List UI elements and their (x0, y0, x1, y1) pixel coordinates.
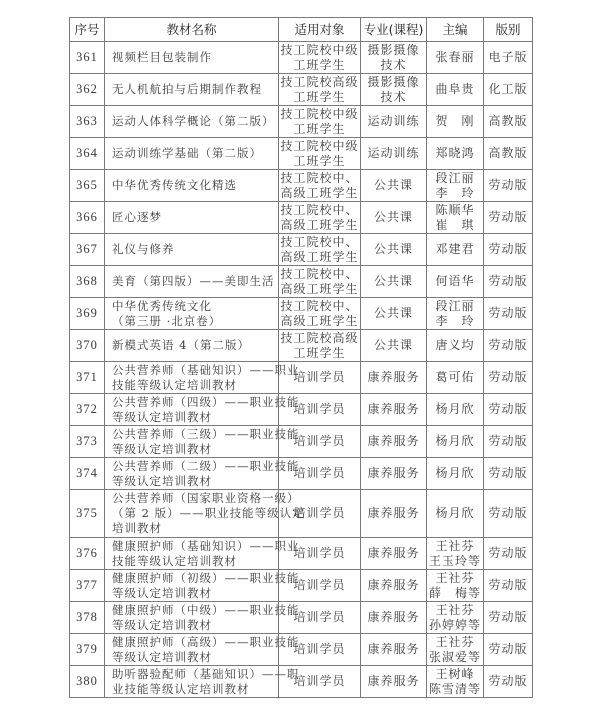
cell-target-line: 高级工班学生 (280, 249, 359, 264)
cell-major (361, 74, 427, 106)
header-row (70, 18, 533, 42)
cell-editor-line: 唐义均 (435, 338, 475, 352)
table-row (70, 538, 533, 570)
cell-name-line: 健康照护师（基础知识）——职业 (112, 538, 300, 553)
cell-name-line: 等级认定培训教材 (112, 585, 212, 600)
cell-target (279, 42, 361, 74)
cell-name (105, 74, 279, 106)
cell-name-line: 健康照护师（高级）——职业技能 (112, 634, 300, 649)
cell-target-line: 培训学员 (293, 578, 346, 592)
cell-editor-line: 葛可佑 (435, 370, 475, 384)
cell-target-line: 工班学生 (293, 121, 346, 136)
cell-name (105, 538, 300, 570)
cell-editor-line: 杨月欣 (435, 466, 475, 480)
cell-major-line: 摄影摄像 (367, 42, 420, 57)
cell-no: 379 (70, 634, 105, 666)
cell-editor (427, 394, 484, 426)
cell-major (361, 330, 427, 362)
cell-no: 369 (70, 298, 105, 330)
cell-editor (427, 170, 484, 202)
header-edition: 版别 (484, 18, 533, 42)
cell-no: 375 (70, 490, 105, 538)
cell-name-line: 运动训练学基础（第二版） (112, 146, 262, 160)
cell-major-line: 技术 (380, 57, 407, 72)
cell-major (361, 538, 427, 570)
cell-name (105, 42, 279, 74)
cell-name-line: 公共营养师（基础知识）——职业 (112, 362, 300, 377)
table-row (70, 458, 533, 490)
cell-major-line: 公共课 (373, 178, 413, 192)
cell-edition: 劳动版 (484, 538, 533, 570)
cell-editor-line: 张淑爱等 (428, 649, 481, 664)
cell-edition: 劳动版 (484, 330, 533, 362)
cell-name-line: 中华优秀传统文化 (112, 298, 212, 313)
cell-editor-line: 薛 梅等 (428, 585, 481, 600)
cell-major-line: 技术 (380, 89, 407, 104)
cell-major-line: 摄影摄像 (367, 74, 420, 89)
header-no: 序号 (70, 18, 105, 42)
cell-major (361, 426, 427, 458)
cell-name (105, 602, 300, 634)
cell-name-line: 无人机航拍与后期制作教程 (112, 82, 262, 96)
cell-name-line: 培训教材 (112, 521, 162, 535)
cell-target-line: 工班学生 (293, 153, 346, 168)
cell-target (279, 330, 361, 362)
cell-target-line: 高级工班学生 (280, 313, 359, 328)
cell-no: 377 (70, 570, 105, 602)
cell-editor-line: 段江丽 (435, 170, 475, 185)
cell-edition: 劳动版 (484, 202, 533, 234)
cell-editor-line: 王社芬 (435, 538, 475, 553)
cell-edition: 劳动版 (484, 298, 533, 330)
cell-target (279, 106, 361, 138)
cell-target (279, 234, 361, 266)
cell-major (361, 490, 427, 538)
cell-editor (427, 298, 484, 330)
cell-editor-line: 张春丽 (435, 50, 475, 64)
cell-major (361, 570, 427, 602)
cell-editor-line: 段江丽 (435, 298, 475, 313)
cell-name-line: 等级认定培训教材 (112, 617, 212, 632)
cell-major-line: 运动训练 (367, 114, 420, 128)
cell-editor (427, 42, 484, 74)
cell-edition: 劳动版 (484, 490, 533, 538)
cell-name (105, 426, 300, 458)
cell-edition: 劳动版 (484, 266, 533, 298)
cell-name (105, 330, 279, 362)
cell-edition: 化工版 (484, 74, 533, 106)
cell-target-line: 工班学生 (293, 345, 346, 360)
cell-no: 362 (70, 74, 105, 106)
cell-no: 373 (70, 426, 105, 458)
cell-editor (427, 362, 484, 394)
cell-editor-line: 贺 刚 (435, 114, 475, 128)
cell-name-line: 视频栏目包装制作 (112, 50, 212, 64)
cell-name-line: 公共营养师（三级）——职业技能 (112, 426, 300, 441)
cell-target-line: 培训学员 (293, 674, 346, 688)
cell-editor-line: 李 玲 (435, 313, 475, 328)
table-row (70, 426, 533, 458)
cell-editor-line: 陈顺华 (435, 202, 475, 217)
cell-target-line: 培训学员 (293, 466, 346, 480)
cell-target-line: 技工院校中、 (280, 234, 359, 249)
cell-name-line: 技能等级认定培训教材 (112, 377, 237, 392)
cell-edition: 劳动版 (484, 170, 533, 202)
cell-major-line: 康养服务 (367, 546, 420, 560)
cell-edition: 劳动版 (484, 362, 533, 394)
cell-target-line: 工班学生 (293, 89, 346, 104)
table-row (70, 42, 533, 74)
cell-major (361, 266, 427, 298)
cell-edition: 劳动版 (484, 602, 533, 634)
table-row (70, 266, 533, 298)
cell-target (279, 170, 361, 202)
cell-editor-line: 崔 琪 (435, 217, 475, 232)
cell-no: 365 (70, 170, 105, 202)
cell-editor (427, 74, 484, 106)
cell-target-line: 高级工班学生 (280, 281, 359, 296)
cell-major (361, 42, 427, 74)
cell-name-line: 新模式英语 4（第二版） (112, 338, 250, 352)
cell-name-line: 公共营养师（国家职业资格一级） (112, 491, 300, 505)
cell-editor (427, 266, 484, 298)
cell-name (105, 138, 279, 170)
cell-target (279, 138, 361, 170)
cell-edition: 劳动版 (484, 426, 533, 458)
cell-name-line: 助听器验配师（基础知识）——职 (112, 666, 300, 681)
table-row (70, 298, 533, 330)
cell-name-line: 中华优秀传统文化精选 (112, 178, 237, 192)
cell-edition: 劳动版 (484, 394, 533, 426)
cell-target-line: 技工院校高级 (280, 74, 359, 89)
cell-target (279, 74, 361, 106)
table-row (70, 602, 533, 634)
cell-major-line: 康养服务 (367, 466, 420, 480)
cell-name-line: 运动人体科学概论（第二版） (112, 114, 275, 128)
cell-edition: 高教版 (484, 106, 533, 138)
table-row (70, 74, 533, 106)
cell-major-line: 公共课 (373, 242, 413, 256)
cell-major-line: 康养服务 (367, 434, 420, 448)
table-row (70, 394, 533, 426)
cell-edition: 劳动版 (484, 570, 533, 602)
cell-edition: 劳动版 (484, 458, 533, 490)
cell-major (361, 170, 427, 202)
cell-editor (427, 202, 484, 234)
cell-name-line: 技能等级认定培训教材 (112, 553, 237, 568)
header-major: 专业(课程) (361, 18, 427, 42)
table-row (70, 170, 533, 202)
cell-target-line: 培训学员 (293, 506, 346, 520)
cell-major (361, 138, 427, 170)
cell-editor-line: 陈雪清等 (428, 681, 481, 696)
cell-major (361, 234, 427, 266)
cell-name-line: （第 2 版）——职业技能等级认定 (112, 506, 305, 520)
table-row (70, 666, 533, 698)
cell-no: 363 (70, 106, 105, 138)
table-row (70, 234, 533, 266)
table-row (70, 490, 533, 538)
cell-edition: 劳动版 (484, 234, 533, 266)
cell-editor-line: 杨月欣 (435, 434, 475, 448)
cell-major-line: 运动训练 (367, 146, 420, 160)
cell-editor-line: 王玉玲等 (428, 553, 481, 568)
header-name: 教材名称 (105, 18, 279, 42)
cell-target (279, 298, 361, 330)
table-row (70, 202, 533, 234)
cell-name-line: （第三册 ·北京卷） (112, 313, 222, 328)
cell-editor-line: 王树峰 (435, 666, 475, 681)
cell-editor-line: 李 玲 (435, 185, 475, 200)
cell-editor (427, 538, 484, 570)
cell-major (361, 634, 427, 666)
cell-no: 366 (70, 202, 105, 234)
cell-target-line: 培训学员 (293, 402, 346, 416)
cell-major (361, 666, 427, 698)
cell-editor (427, 234, 484, 266)
cell-no: 367 (70, 234, 105, 266)
cell-no: 374 (70, 458, 105, 490)
table-row (70, 106, 533, 138)
cell-name-line: 匠心逐梦 (112, 210, 162, 224)
cell-editor (427, 426, 484, 458)
cell-major-line: 公共课 (373, 338, 413, 352)
cell-name (105, 202, 279, 234)
cell-name-line: 等级认定培训教材 (112, 441, 212, 456)
cell-no: 370 (70, 330, 105, 362)
cell-editor-line: 孙婷婷等 (428, 617, 481, 632)
cell-editor (427, 330, 484, 362)
cell-editor-line: 何语华 (435, 274, 475, 288)
cell-editor-line: 王社芬 (435, 570, 475, 585)
cell-major-line: 康养服务 (367, 370, 420, 384)
cell-editor-line: 王社芬 (435, 602, 475, 617)
cell-major (361, 362, 427, 394)
cell-edition: 电子版 (484, 42, 533, 74)
cell-name (105, 106, 279, 138)
cell-target (279, 202, 361, 234)
cell-target-line: 技工院校高级 (280, 330, 359, 345)
header-target: 适用对象 (279, 18, 361, 42)
table-row (70, 634, 533, 666)
cell-no: 364 (70, 138, 105, 170)
cell-name-line: 美育（第四版）——美即生活 (112, 274, 275, 288)
cell-no: 378 (70, 602, 105, 634)
cell-major (361, 298, 427, 330)
cell-editor-line: 郑晓鸿 (435, 146, 475, 160)
cell-major (361, 106, 427, 138)
cell-target-line: 技工院校中、 (280, 170, 359, 185)
cell-target-line: 高级工班学生 (280, 185, 359, 200)
cell-edition: 高教版 (484, 138, 533, 170)
cell-target-line: 高级工班学生 (280, 217, 359, 232)
cell-major-line: 康养服务 (367, 578, 420, 592)
cell-major (361, 602, 427, 634)
cell-name (105, 266, 279, 298)
cell-name-line: 健康照护师（初级）——职业技能 (112, 570, 300, 585)
cell-name (105, 362, 300, 394)
cell-no: 361 (70, 42, 105, 74)
cell-name-line: 公共营养师（二级）——职业技能 (112, 458, 300, 473)
cell-name-line: 等级认定培训教材 (112, 409, 212, 424)
cell-edition: 劳动版 (484, 666, 533, 698)
cell-major-line: 康养服务 (367, 610, 420, 624)
cell-editor-line: 邓建君 (435, 242, 475, 256)
cell-name (105, 570, 300, 602)
cell-target-line: 培训学员 (293, 546, 346, 560)
cell-name-line: 公共营养师（四级）——职业技能 (112, 394, 300, 409)
cell-editor (427, 138, 484, 170)
cell-editor (427, 570, 484, 602)
cell-major (361, 202, 427, 234)
cell-name-line: 业技能等级认定培训教材 (112, 681, 250, 696)
cell-name (105, 170, 279, 202)
cell-name-line: 礼仪与修养 (112, 242, 175, 256)
textbook-table (69, 17, 533, 698)
cell-target-line: 培训学员 (293, 434, 346, 448)
cell-editor (427, 490, 484, 538)
cell-editor (427, 458, 484, 490)
table-row (70, 330, 533, 362)
cell-name-line: 等级认定培训教材 (112, 649, 212, 664)
cell-major (361, 458, 427, 490)
table-row (70, 362, 533, 394)
cell-target-line: 培训学员 (293, 370, 346, 384)
header-editor: 主编 (427, 18, 484, 42)
cell-edition: 劳动版 (484, 634, 533, 666)
cell-name (105, 234, 279, 266)
cell-major (361, 394, 427, 426)
cell-target-line: 技工院校中级 (280, 106, 359, 121)
cell-major-line: 公共课 (373, 306, 413, 320)
cell-major-line: 康养服务 (367, 642, 420, 656)
cell-major-line: 康养服务 (367, 674, 420, 688)
cell-name (105, 634, 300, 666)
cell-editor (427, 666, 484, 698)
cell-name (105, 458, 300, 490)
cell-no: 376 (70, 538, 105, 570)
cell-name-line: 等级认定培训教材 (112, 473, 212, 488)
table-row (70, 570, 533, 602)
cell-no: 371 (70, 362, 105, 394)
cell-editor-line: 曲阜贵 (435, 82, 475, 96)
table-row (70, 138, 533, 170)
cell-target-line: 技工院校中、 (280, 298, 359, 313)
cell-major-line: 康养服务 (367, 402, 420, 416)
cell-major-line: 公共课 (373, 210, 413, 224)
cell-editor-line: 杨月欣 (435, 402, 475, 416)
cell-target-line: 培训学员 (293, 642, 346, 656)
cell-target-line: 技工院校中、 (280, 202, 359, 217)
cell-target-line: 培训学员 (293, 610, 346, 624)
cell-editor (427, 106, 484, 138)
cell-major-line: 公共课 (373, 274, 413, 288)
cell-editor-line: 王社芬 (435, 634, 475, 649)
cell-target-line: 技工院校中、 (280, 266, 359, 281)
cell-editor (427, 602, 484, 634)
cell-target (279, 266, 361, 298)
cell-no: 368 (70, 266, 105, 298)
cell-name-line: 健康照护师（中级）——职业技能 (112, 602, 300, 617)
cell-no: 380 (70, 666, 105, 698)
cell-target-line: 工班学生 (293, 57, 346, 72)
cell-name (105, 298, 279, 330)
cell-target-line: 技工院校中级 (280, 42, 359, 57)
cell-name (105, 666, 300, 698)
cell-no: 372 (70, 394, 105, 426)
cell-name (105, 394, 300, 426)
cell-target-line: 技工院校中级 (280, 138, 359, 153)
cell-major-line: 康养服务 (367, 506, 420, 520)
cell-editor (427, 634, 484, 666)
cell-editor-line: 杨月欣 (435, 506, 475, 520)
cell-name (105, 490, 305, 538)
